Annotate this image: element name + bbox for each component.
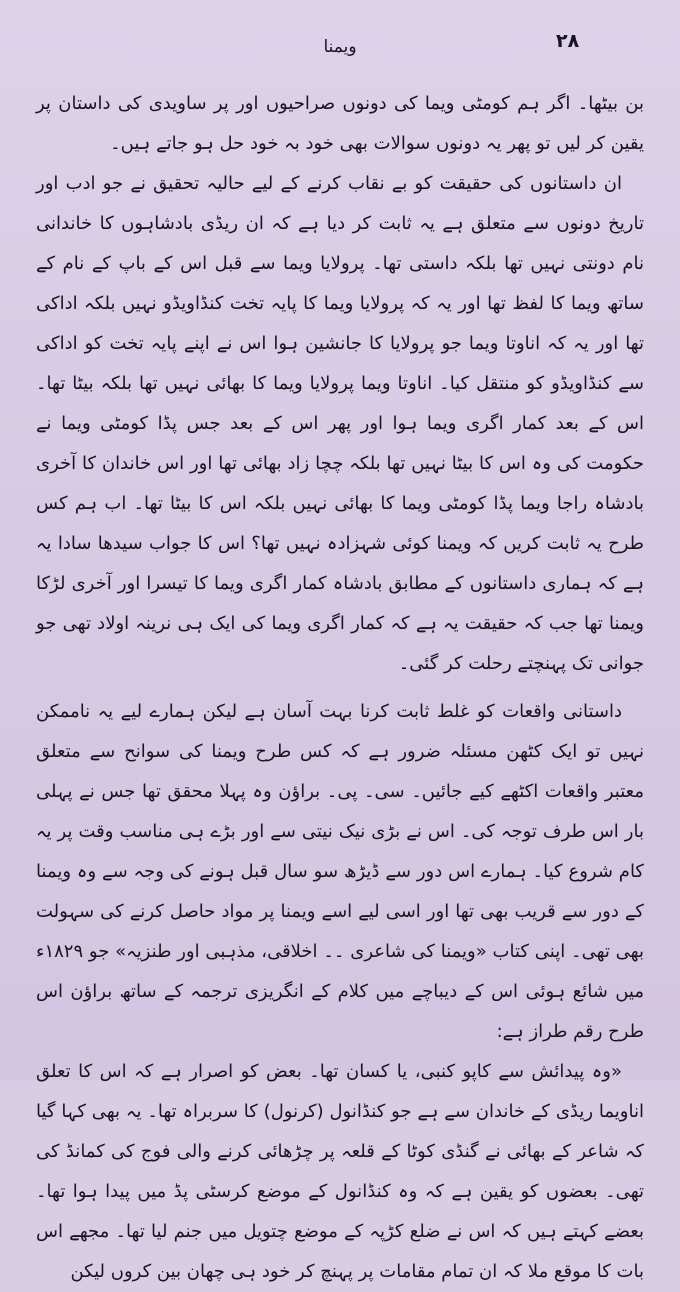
paragraph-1: بن بیٹھا۔ اگر ہم کومٹی ویما کی دونوں صراحیوں اور پر ساویدی کی داستان پر یقین کر لیں تو پھر یہ دونوں سوالات بھی خود بہ خود حل ہو جاتے ہیں۔ bbox=[36, 93, 645, 154]
quoted-paragraph: «وہ پیدائش سے کاپو کنبی، یا کسان تھا۔ بعض کو اصرار ہے کہ اس کا تعلق اناویما ریڈی کے خاندان سے ہے جو کنڈانول (کرنول) کا سربراہ تھا۔ یہ بھی کہا گیا کہ شاعر کے بھائی نے گنڈی کوٹا کے قلعہ پر چڑھائی کرنے والی فوج کی کمانڈ کی تھی۔ بعضوں کو یقین ہے کہ وہ کنڈانول کے موضع کرسٹی پڈ میں پیدا ہوا تھا۔ بعضے کہتے ہیں کہ اس نے ضلع کڑپہ کے موضع چتویل میں جنم لیا تھا۔ مجھے اس بات کا موقع ملا کہ ان تمام مقامات پر پہنچ کر خود ہی چھان بین کروں لیکن bbox=[36, 1061, 644, 1282]
running-title: ویمنا bbox=[323, 37, 357, 57]
paragraph-3: داستانی واقعات کو غلط ثابت کرنا بہت آسان ہے لیکن ہمارے لیے یہ ناممکن نہیں تو ایک کٹھن مسئلہ ضرور ہے کہ کس طرح ویمنا کی سوانح سے متعلق معتبر واقعات اکٹھے کیے جائیں۔ سی۔ پی۔ براؤن وہ پہلا محقق تھا جس نے پہلی بار اس طرف توجہ کی۔ اس نے بڑی نیک نیتی سے اور بڑے ہی مناسب وقت پر یہ کام شروع کیا۔ ہمارے اس دور سے ڈیڑھ سو سال قبل ہونے کی وجہ سے وہ ویمنا کے دور سے قریب بھی تھا اور اسی لیے اسے ویمنا پر مواد حاصل کرنے کی سہولت بھی تھی۔ اپنی کتاب «ویمنا کی شاعری ۔۔ اخلاقی، مذہبی اور طنزیہ» جو ۱۸۲۹ء میں شائع ہوئی اس کے دیباچے میں کلام کے انگریزی ترجمہ کے ساتھ براؤن اس طرح رقم طراز ہے: bbox=[36, 701, 644, 1042]
paragraph-2: ان داستانوں کی حقیقت کو بے نقاب کرنے کے لیے حالیہ تحقیق نے جو ادب اور تاریخ دونوں سے متعلق ہے یہ ثابت کر دیا ہے کہ ان ریڈی بادشاہوں کا خاندانی نام دونتی نہیں تھا بلکہ داستی تھا۔ پرولایا ویما سے قبل اس کے باپ کے نام کے ساتھ ویما کا لفظ تھا اور یہ کہ پرولایا ویما کا پایہ تخت کنڈاویڈو نہیں بلکہ اداکی تھا اور یہ کہ اناوتا ویما جو پرولایا کا جانشین ہوا اس نے اپنے پایہ تخت کو اداکی سے کنڈاویڈو کو منتقل کیا۔ اناوتا ویما پرولایا ویما کا بھائی نہیں تھا بلکہ بیٹا تھا۔ اس کے بعد کمار اگری ویما ہوا اور پھر اس کے بعد جس پڈا کومٹی ویما نے حکومت کی وہ اس کا بیٹا نہیں تھا بلکہ چچا زاد بھائی تھا اور اس خاندان کا آخری بادشاہ راجا ویما پڈا کومٹی ویما کا بھائی نہیں بلکہ اس کا بیٹا تھا۔ اب ہم کس طرح یہ ثابت کریں کہ ویمنا کوئی شہزادہ نہیں تھا؟ اس کا جواب سیدھا سادا یہ ہے کہ ہماری داستانوں کے مطابق بادشاہ کمار اگری ویما کا تیسرا اور آخری لڑکا ویمنا تھا جب کہ حقیقت یہ ہے کہ کمار اگری ویما کی ایک ہی نرینہ اولاد تھی جو جوانی تک پہنچتے رحلت کر گئی۔ bbox=[36, 173, 644, 674]
page-number: ۲۸ bbox=[556, 30, 580, 52]
page-body bbox=[36, 84, 644, 1292]
